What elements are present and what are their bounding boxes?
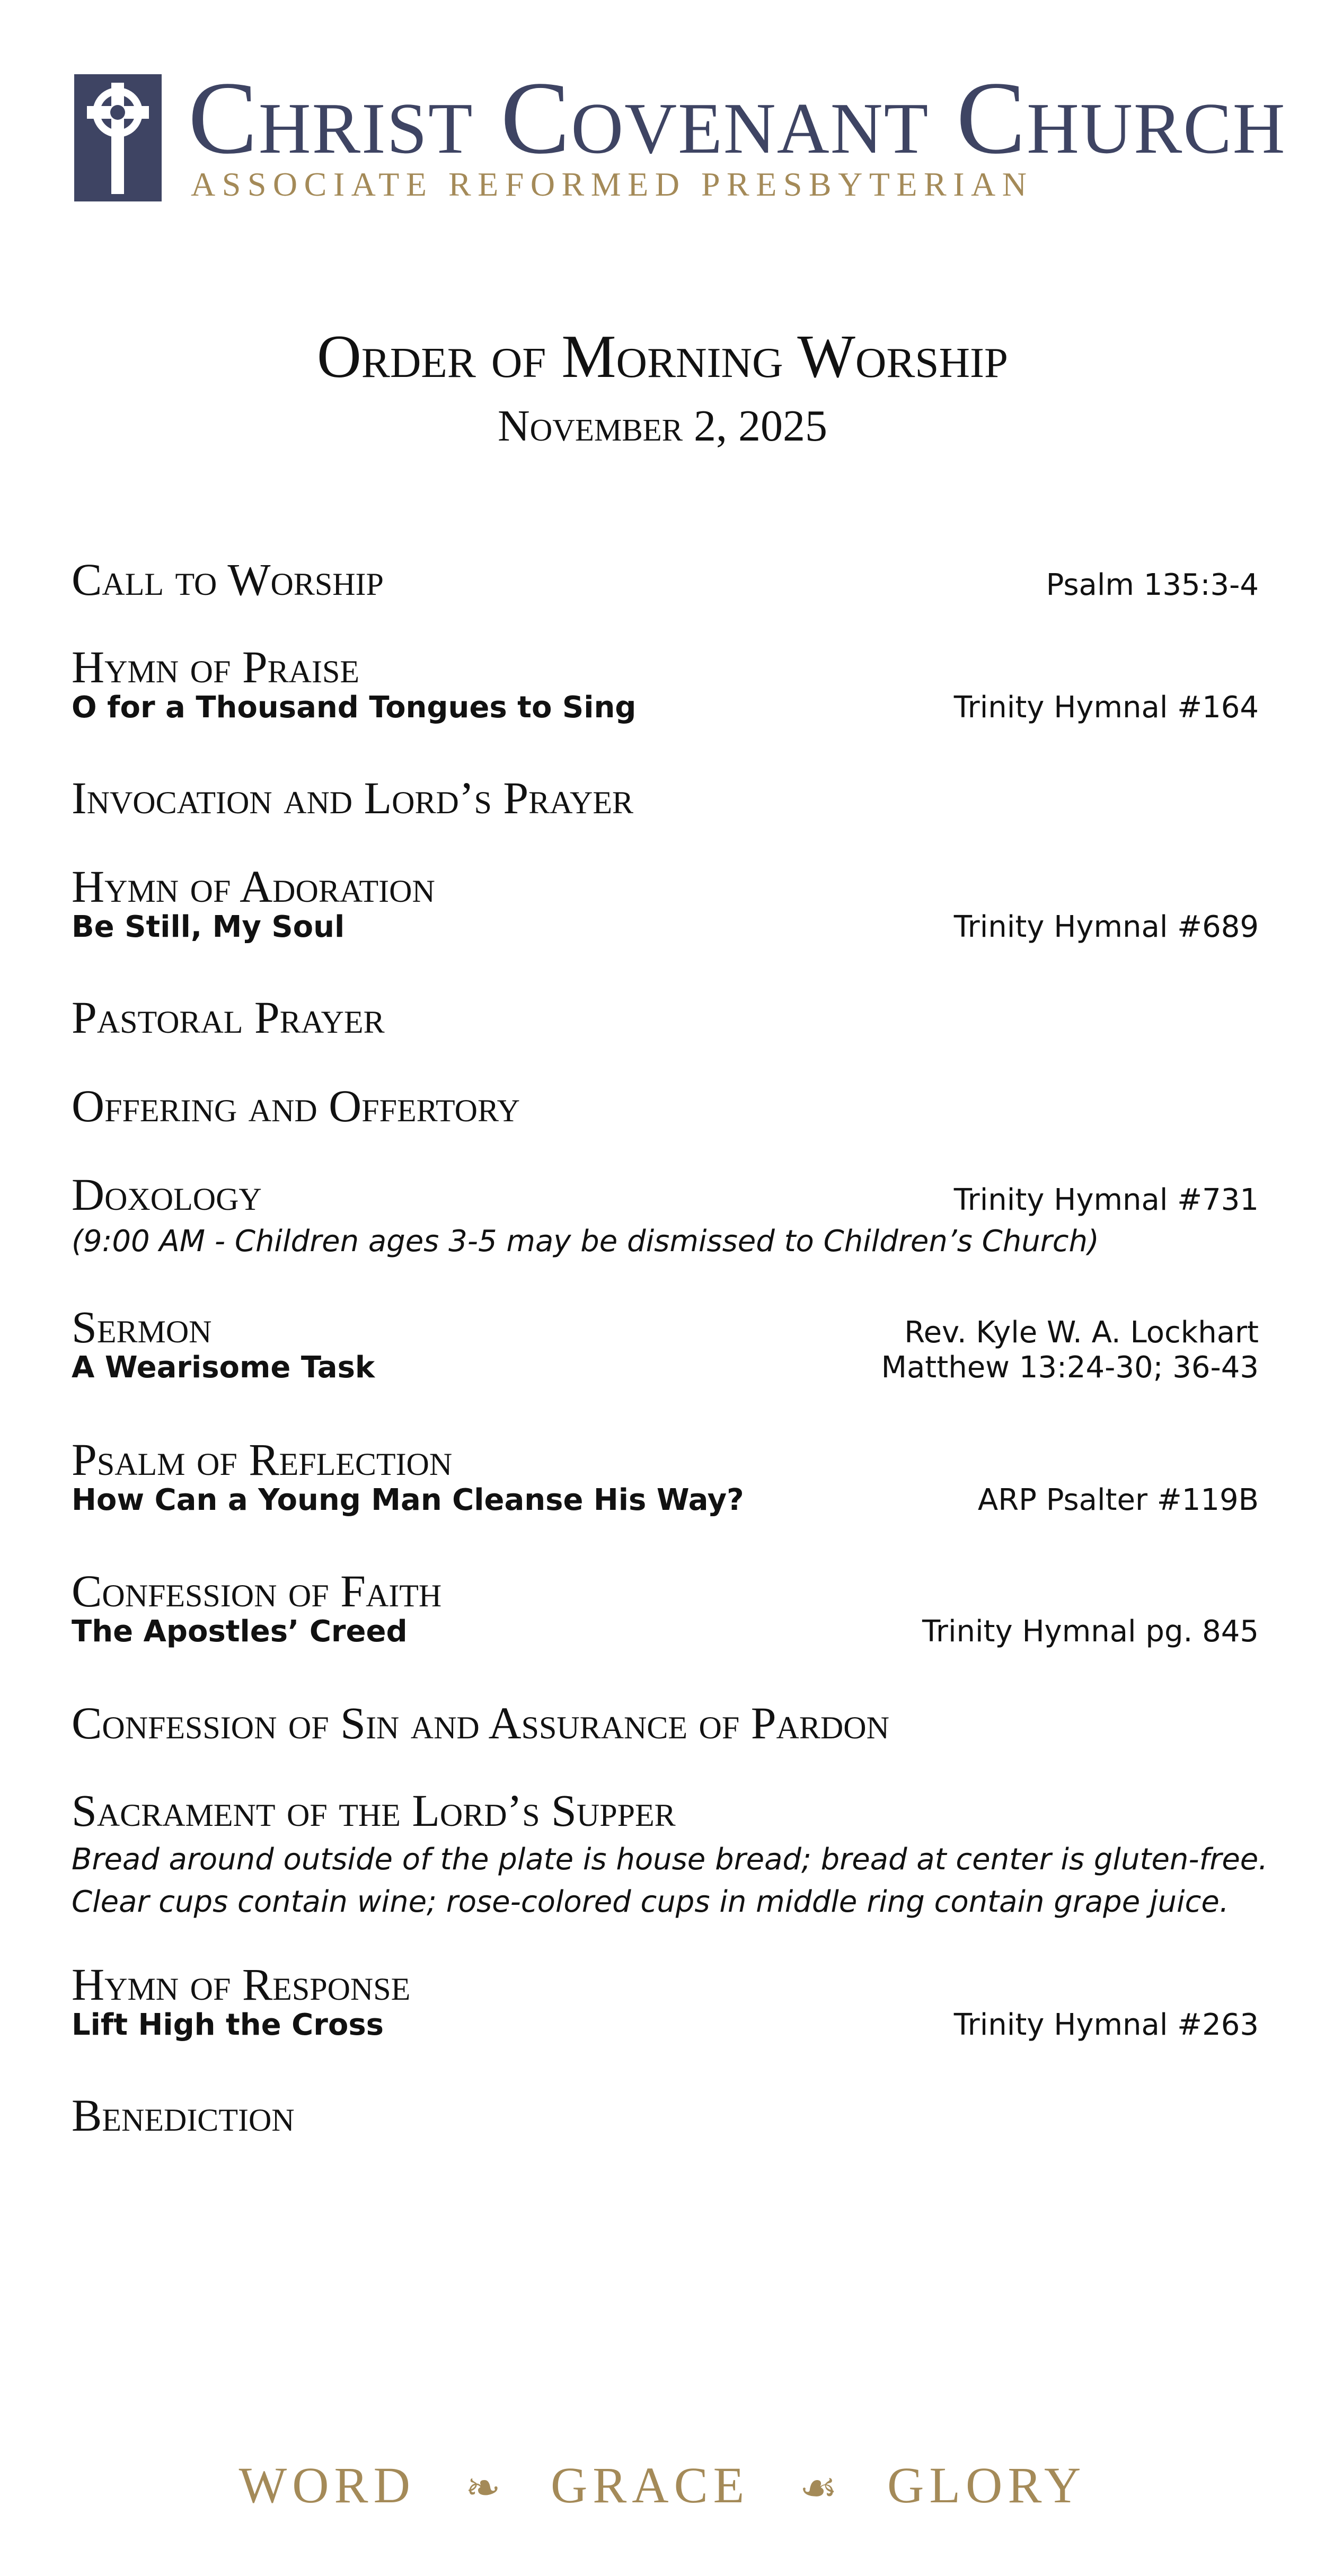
item-heading: Hymn of Response (72, 1959, 411, 2010)
psalter-reference: ARP Psalter #119B (977, 1483, 1259, 1517)
page-title: Order of Morning Worship (317, 323, 1008, 391)
hymn-title: O for a Thousand Tongues to Sing (72, 690, 637, 725)
offering (72, 1080, 1259, 1131)
benediction (72, 2090, 1259, 2141)
invocation (72, 772, 1259, 823)
church-name: Christ Covenant Church (188, 60, 1286, 175)
hymn-title: Be Still, My Soul (72, 910, 345, 944)
pastoral-prayer (72, 992, 1259, 1043)
psalm-title: How Can a Young Man Cleanse His Way? (72, 1483, 744, 1517)
item-heading: Hymn of Praise (72, 641, 359, 692)
sermon (72, 1304, 1259, 1385)
hymn-title: Lift High the Cross (72, 2008, 384, 2042)
motto-word: GLORY (887, 2457, 1086, 2513)
confession-of-sin (72, 1700, 1259, 1746)
hymnal-reference: Trinity Hymnal pg. 845 (922, 1614, 1259, 1649)
item-heading: Benediction (72, 2090, 295, 2141)
item-heading: Offering and Offertory (72, 1080, 520, 1131)
hymnal-reference: Trinity Hymnal #689 (953, 910, 1259, 944)
scripture-reference: Psalm 135:3-4 (1046, 568, 1259, 602)
motto-word: GRACE (550, 2457, 750, 2513)
item-heading: Sacrament of the Lord’s Supper (72, 1785, 676, 1836)
item-heading: Confession of Sin and Assurance of Pardon (72, 1698, 889, 1748)
leaf-flourish-icon: ❧ (465, 2465, 501, 2512)
item-heading: Call to Worship (72, 554, 384, 605)
item-heading: Confession of Faith (72, 1566, 442, 1616)
motto-word: WORD (238, 2457, 416, 2513)
footer-motto (0, 2457, 1325, 2513)
hymn-of-response (72, 1959, 1259, 2042)
hymn-of-adoration (72, 861, 1259, 944)
item-heading: Sermon (72, 1302, 212, 1352)
doxology (72, 1169, 1259, 1263)
communion-note: Clear cups contain wine; rose-colored cups in middle ring contain grape juice. (72, 1885, 1229, 1919)
communion-note: Bread around outside of the plate is house bread; bread at center is gluten-free. (72, 1842, 1268, 1877)
scripture-reference: Matthew 13:24-30; 36-43 (881, 1350, 1259, 1385)
dismissal-note: (9:00 AM - Children ages 3-5 may be dismissed to Children’s Church) (72, 1224, 1099, 1259)
sermon-title: A Wearisome Task (72, 1350, 375, 1385)
creed-title: The Apostles’ Creed (72, 1614, 408, 1649)
psalm-of-reflection (72, 1434, 1259, 1517)
service-date: November 2, 2025 (497, 401, 828, 451)
confession-of-faith (72, 1568, 1259, 1649)
item-heading: Psalm of Reflection (72, 1434, 453, 1485)
hymnal-reference: Trinity Hymnal #263 (953, 2008, 1259, 2042)
leaf-flourish-icon: ☙ (799, 2465, 838, 2512)
item-heading: Doxology (72, 1169, 262, 1220)
item-heading: Hymn of Adoration (72, 861, 435, 912)
hymnal-reference: Trinity Hymnal #164 (953, 690, 1259, 725)
lords-supper (72, 1785, 1268, 1923)
call-to-worship (72, 554, 1259, 605)
hymnal-reference: Trinity Hymnal #731 (953, 1183, 1259, 1217)
hymn-of-praise (72, 641, 1259, 725)
item-heading: Pastoral Prayer (72, 992, 385, 1043)
item-heading: Invocation and Lord’s Prayer (72, 772, 633, 823)
celtic-cross-icon (74, 74, 162, 201)
church-subtitle: ASSOCIATE REFORMED PRESBYTERIAN (191, 165, 1034, 203)
preacher-name: Rev. Kyle W. A. Lockhart (904, 1315, 1259, 1350)
